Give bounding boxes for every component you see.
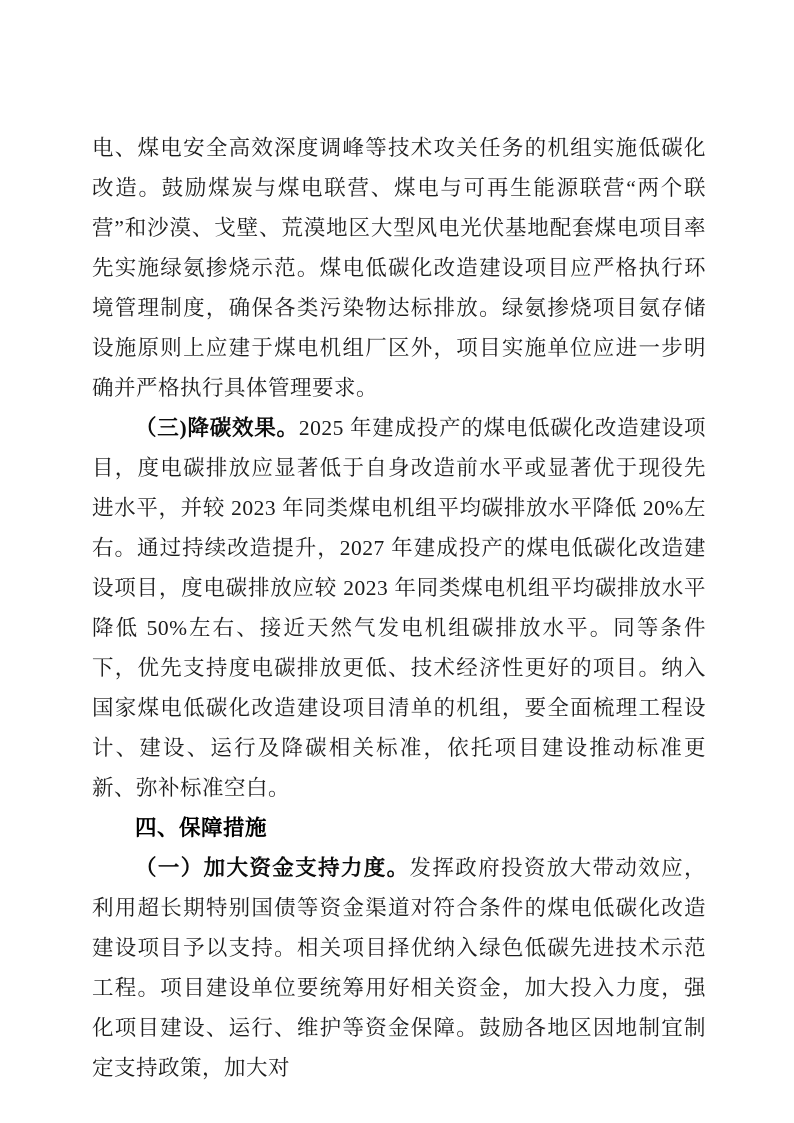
- paragraph-text: 电、煤电安全高效深度调峰等技术攻关任务的机组实施低碳化改造。鼓励煤炭与煤电联营、煤电与可再生能源联营“两个联营”和沙漠、戈壁、荒漠地区大型风电光伏基地配套煤电项目率先实施绿氨掺烧示范。煤电低碳化改造建设项目应严格执行环境管理制度，确保各类污染物达标排放。绿氨掺烧项目氨存储设施原则上应建于煤电机组厂区外，项目实施单位应进一步明确并严格执行具体管理要求。: [92, 136, 706, 400]
- paragraph-lead-label: （三)降碳效果。: [135, 416, 299, 440]
- paragraph-carbon-reduction-effect: [92, 408, 706, 808]
- paragraph-lead-label: （一）加大资金支持力度。: [135, 856, 410, 880]
- paragraph-text: 发挥政府投资放大带动效应，利用超长期特别国债等资金渠道对符合条件的煤电低碳化改造建设项目予以支持。相关项目择优纳入绿色低碳先进技术示范工程。项目建设单位要统筹用好相关资金，加大投入力度，强化项目建设、运行、维护等资金保障。鼓励各地区因地制宜制定支持政策，加大对: [92, 856, 706, 1080]
- section-heading-safeguard-measures: 四、保障措施: [135, 816, 268, 840]
- paragraph-text: 2025 年建成投产的煤电低碳化改造建设项目，度电碳排放应显著低于自身改造前水平或显著优于现役先进水平，并较 2023 年同类煤电机组平均碳排放水平降低 20%左右。通过持续改造提升，2027 年建成投产的煤电低碳化改造建设项目，度电碳排放应较 2023 年同类煤电机组平均碳排放水平降低 50%左右、接近天然气发电机组碳排放水平。同等条件下，优先支持度电碳排放更低、技术经济性更好的项目。纳入国家煤电低碳化改造建设项目清单的机组，要全面梳理工程设计、建设、运行及降碳相关标准，依托项目建设推动标准更新、弥补标准空白。: [92, 416, 706, 800]
- paragraph-continuation: [92, 128, 706, 408]
- document-body: [92, 128, 706, 1088]
- paragraph-funding-support: [92, 848, 706, 1088]
